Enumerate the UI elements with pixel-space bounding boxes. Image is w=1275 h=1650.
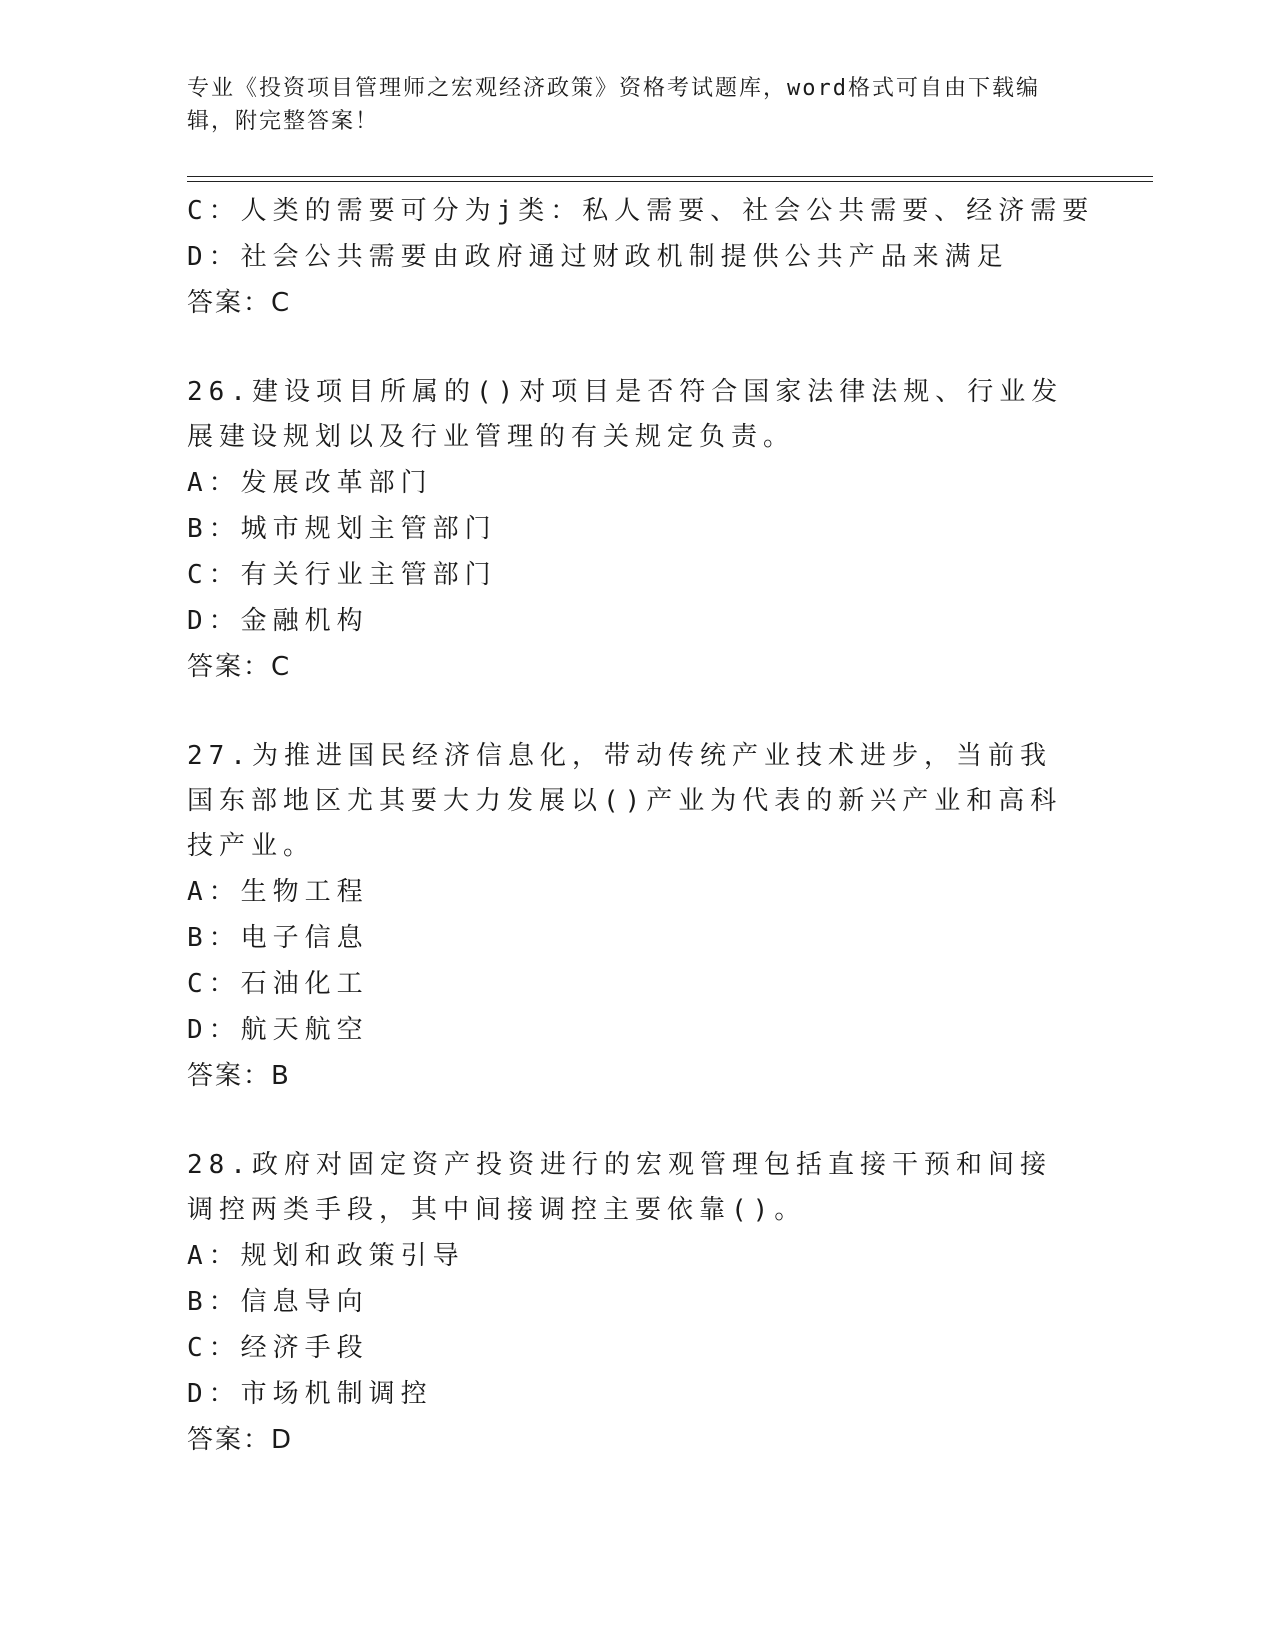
option-d: D：金融机构 xyxy=(187,606,369,636)
header-divider-top xyxy=(187,176,1153,177)
question-stem: 26.建设项目所属的()对项目是否符合国家法律法规、行业发展建设规划以及行业管理的有关规定负责。 xyxy=(187,377,1064,452)
option-b: B：信息导向 xyxy=(187,1287,369,1317)
question-25-tail xyxy=(187,188,1095,326)
answer-line: 答案：C xyxy=(187,288,292,318)
option-c: C：有关行业主管部门 xyxy=(187,560,497,590)
option-d: D：社会公共需要由政府通过财政机制提供公共产品来满足 xyxy=(187,242,1009,272)
option-a: A：发展改革部门 xyxy=(187,468,433,498)
option-c: C：人类的需要可分为j类：私人需要、社会公共需要、经济需要 xyxy=(187,196,1095,226)
question-26 xyxy=(187,370,1087,690)
answer-line: 答案：C xyxy=(187,652,292,682)
question-stem: 28.政府对固定资产投资进行的宏观管理包括直接干预和间接调控两类手段，其中间接调控主要依靠()。 xyxy=(187,1150,1052,1225)
option-a: A：规划和政策引导 xyxy=(187,1241,465,1271)
question-27 xyxy=(187,734,1087,1099)
header-text: 专业《投资项目管理师之宏观经济政策》资格考试题库，word格式可自由下载编辑，附完整答案！ xyxy=(187,76,1040,134)
question-list xyxy=(187,188,1095,1463)
question-28 xyxy=(187,1143,1087,1463)
option-d: D：航天航空 xyxy=(187,1015,369,1045)
answer-line: 答案：D xyxy=(187,1425,294,1455)
option-a: A：生物工程 xyxy=(187,877,369,907)
question-stem: 27.为推进国民经济信息化，带动传统产业技术进步，当前我国东部地区尤其要大力发展以()产业为代表的新兴产业和高科技产业。 xyxy=(187,741,1063,861)
option-b: B：电子信息 xyxy=(187,923,369,953)
header-divider-bottom xyxy=(187,181,1153,182)
option-d: D：市场机制调控 xyxy=(187,1379,433,1409)
option-c: C：石油化工 xyxy=(187,969,369,999)
answer-line: 答案：B xyxy=(187,1061,291,1091)
option-c: C：经济手段 xyxy=(187,1333,369,1363)
option-b: B：城市规划主管部门 xyxy=(187,514,497,544)
document-header xyxy=(187,72,1067,138)
